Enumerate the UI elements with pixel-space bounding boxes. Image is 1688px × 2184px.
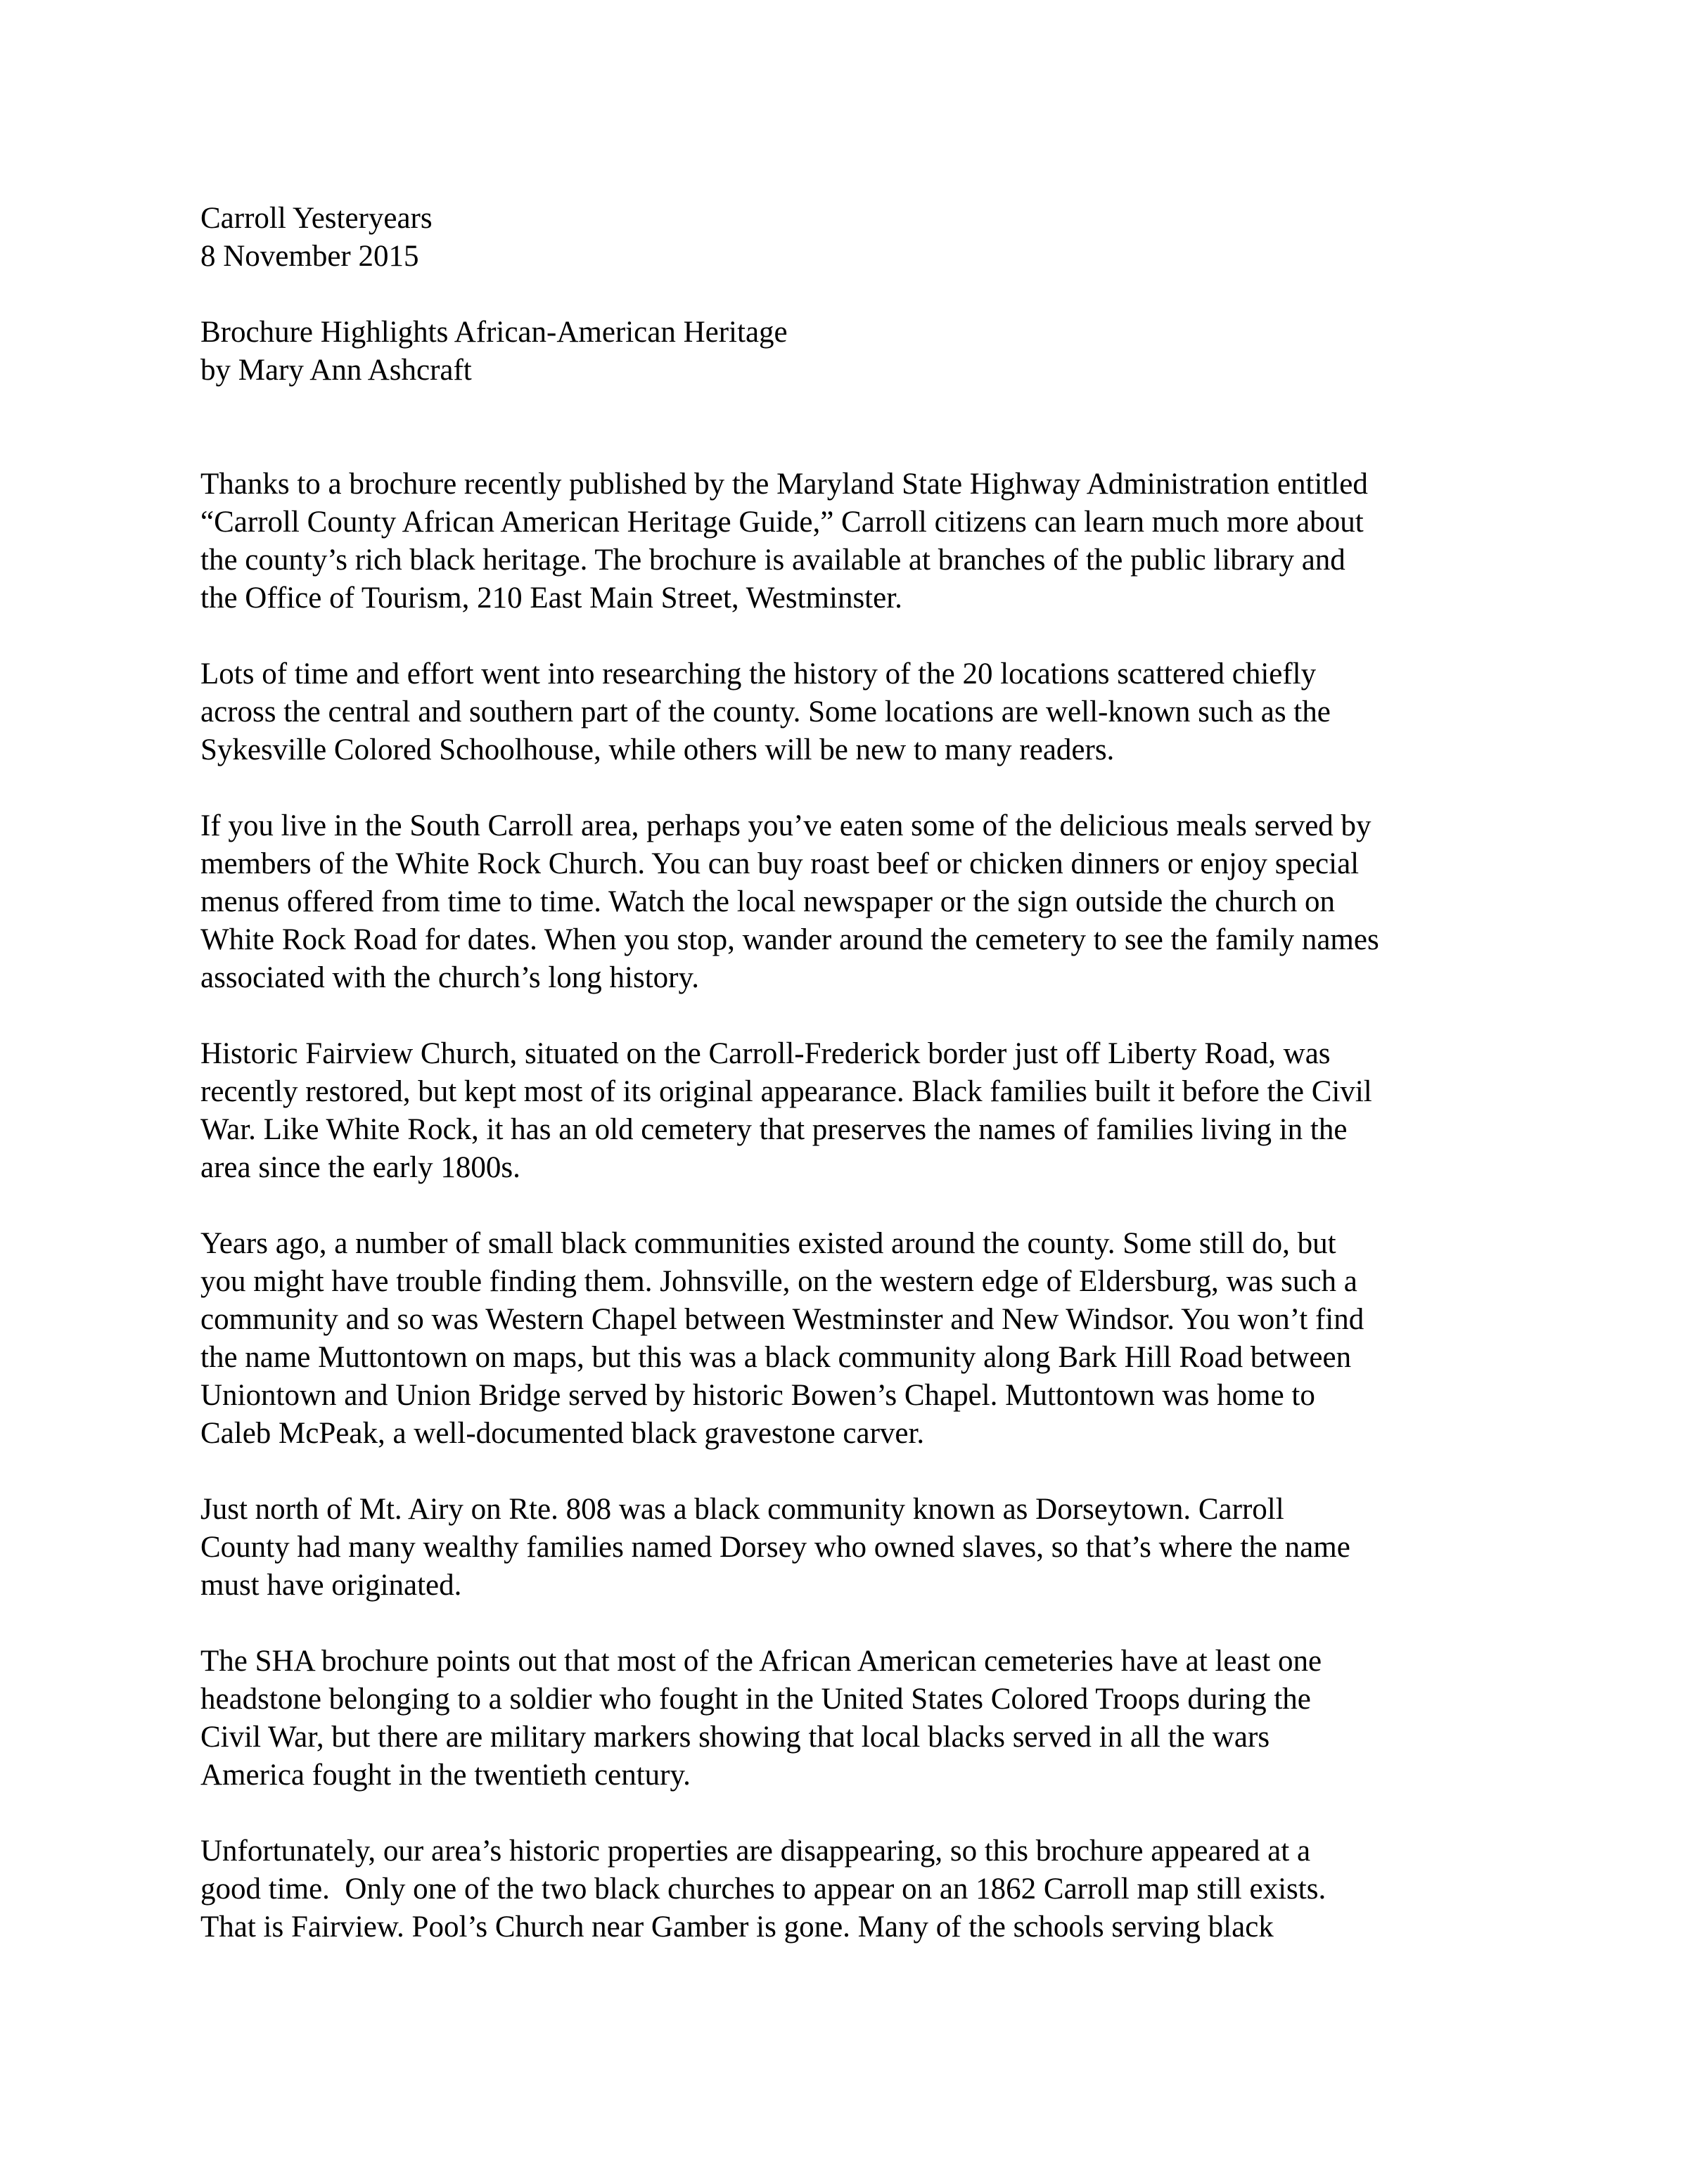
spacer [200, 617, 1523, 655]
paragraph-line: War. Like White Rock, it has an old cemetery that preserves the names of families living in the [200, 1113, 1348, 1146]
spacer [200, 1453, 1523, 1491]
paragraph-line: White Rock Road for dates. When you stop, wander around the cemetery to see the family names [200, 923, 1379, 956]
article-byline: by Mary Ann Ashcraft [200, 354, 472, 387]
paragraph-line: recently restored, but kept most of its original appearance. Black families built it before the Civil [200, 1075, 1372, 1108]
paragraph-line: Just north of Mt. Airy on Rte. 808 was a black community known as Dorseytown. Carroll [200, 1493, 1284, 1526]
paragraph-6 [200, 1491, 1523, 1605]
paragraph-line: Years ago, a number of small black communities existed around the county. Some still do, but [200, 1227, 1336, 1260]
paragraph-line: associated with the church’s long history. [200, 961, 699, 994]
spacer [200, 1187, 1523, 1225]
paragraph-8 [200, 1832, 1523, 1946]
publication-name: Carroll Yesteryears [200, 202, 433, 235]
paragraph-line: “Carroll County African American Heritage Guide,” Carroll citizens can learn much more about [200, 506, 1364, 539]
spacer [200, 1605, 1523, 1643]
paragraph-line: area since the early 1800s. [200, 1151, 520, 1184]
publication-date: 8 November 2015 [200, 240, 419, 273]
spacer [200, 1794, 1523, 1832]
document-body [200, 200, 1523, 1946]
paragraph-line: That is Fairview. Pool’s Church near Gamber is gone. Many of the schools serving black [200, 1910, 1274, 1944]
paragraph-1 [200, 465, 1523, 617]
article-heading [200, 314, 1523, 390]
paragraph-line: headstone belonging to a soldier who fought in the United States Colored Troops during the [200, 1683, 1311, 1716]
paragraph-7 [200, 1643, 1523, 1794]
paragraph-line: Lots of time and effort went into researching the history of the 20 locations scattered chiefly [200, 657, 1317, 690]
paragraph-line: across the central and southern part of the county. Some locations are well-known such as the [200, 695, 1331, 728]
paragraph-line: the county’s rich black heritage. The brochure is available at branches of the public library and [200, 544, 1345, 577]
paragraph-line: the Office of Tourism, 210 East Main Street, Westminster. [200, 582, 902, 615]
paragraph-line: Thanks to a brochure recently published by the Maryland State Highway Administration entitled [200, 468, 1368, 501]
paragraph-line: If you live in the South Carroll area, perhaps you’ve eaten some of the delicious meals served by [200, 809, 1372, 842]
paragraph-line: must have originated. [200, 1569, 462, 1602]
paragraph-line: community and so was Western Chapel between Westminster and New Windsor. You won’t find [200, 1303, 1364, 1336]
paragraph-5 [200, 1225, 1523, 1453]
spacer [200, 769, 1523, 807]
spacer [200, 390, 1523, 465]
paragraph-line: menus offered from time to time. Watch the local newspaper or the sign outside the church on [200, 885, 1335, 918]
paragraph-line: Uniontown and Union Bridge served by historic Bowen’s Chapel. Muttontown was home to [200, 1379, 1315, 1412]
paragraph-line: good time. Only one of the two black churches to appear on an 1862 Carroll map still exists. [200, 1873, 1326, 1906]
paragraph-line: the name Muttontown on maps, but this was a black community along Bark Hill Road between [200, 1341, 1352, 1374]
paragraph-4 [200, 1035, 1523, 1187]
paragraph-line: America fought in the twentieth century. [200, 1759, 691, 1792]
spacer [200, 276, 1523, 314]
paragraph-line: Unfortunately, our area’s historic properties are disappearing, so this brochure appeared at a [200, 1835, 1311, 1868]
paragraph-line: you might have trouble finding them. Johnsville, on the western edge of Eldersburg, was such a [200, 1265, 1357, 1298]
article-title: Brochure Highlights African-American Heritage [200, 316, 788, 349]
paragraph-line: Caleb McPeak, a well-documented black gravestone carver. [200, 1417, 925, 1450]
paragraph-line: The SHA brochure points out that most of the African American cemeteries have at least one [200, 1645, 1322, 1678]
paragraph-line: Sykesville Colored Schoolhouse, while others will be new to many readers. [200, 733, 1115, 766]
paragraph-line: Historic Fairview Church, situated on the Carroll-Frederick border just off Liberty Road, was [200, 1037, 1331, 1070]
spacer [200, 997, 1523, 1035]
paragraph-3 [200, 807, 1523, 997]
paragraph-line: County had many wealthy families named Dorsey who owned slaves, so that’s where the name [200, 1531, 1350, 1564]
paragraph-line: Civil War, but there are military markers showing that local blacks served in all the wars [200, 1721, 1270, 1754]
paragraph-line: members of the White Rock Church. You can buy roast beef or chicken dinners or enjoy special [200, 847, 1360, 880]
paragraph-2 [200, 655, 1523, 769]
header-block [200, 200, 1523, 276]
